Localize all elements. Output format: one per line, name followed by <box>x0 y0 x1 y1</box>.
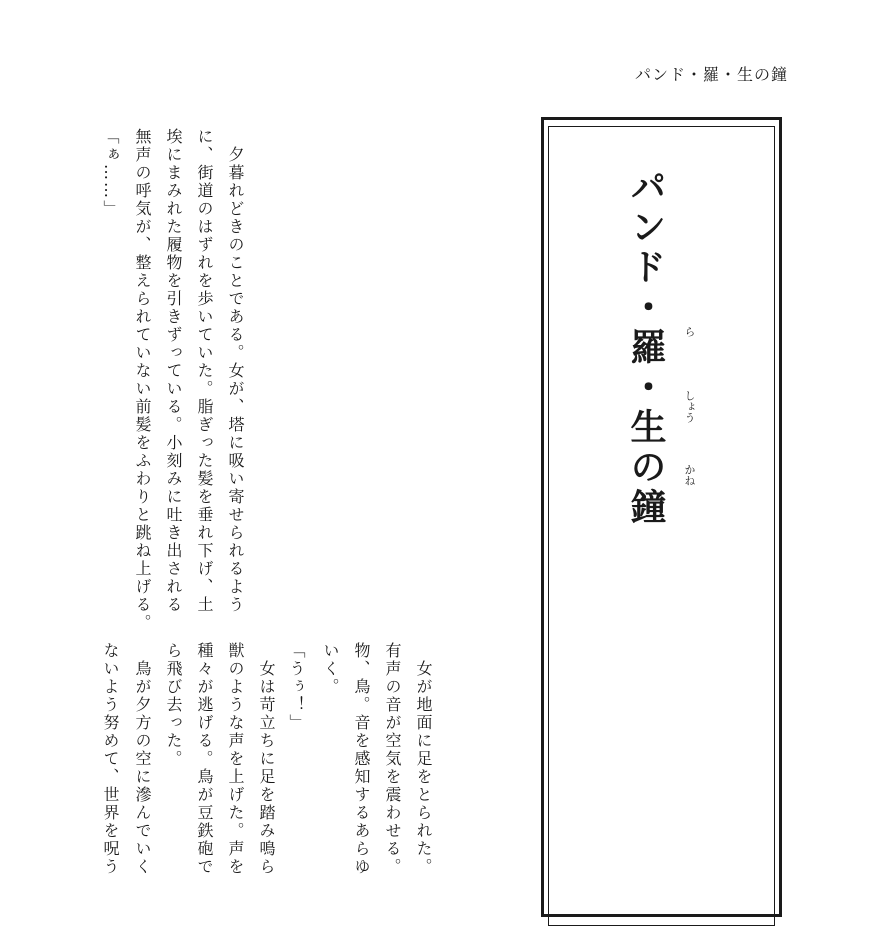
text-column: 「ぁ……」 <box>101 128 120 218</box>
text-column: いく。 <box>321 642 340 696</box>
text-column: 夕暮れどきのことである。女が、塔に吸い寄せられるよう <box>226 128 245 614</box>
chapter-title: パンド・羅・生の鐘 <box>625 168 667 528</box>
text-column: 無声の呼気が、整えられていない前髪をふわりと跳ね上げる。 <box>133 128 152 632</box>
text-column: 獣のような声を上げた。声を <box>226 642 245 876</box>
text-column: 女は苛立ちに足を踏み鳴ら <box>257 642 276 876</box>
text-column: 埃にまみれた履物を引きずっている。小刻みに吐き出される <box>164 128 183 614</box>
text-column: 「うぅ！」 <box>287 642 306 732</box>
text-column: ら飛び去った。 <box>164 642 183 768</box>
text-column: 種々が逃げる。鳥が豆鉄砲で <box>195 642 214 876</box>
text-column: 物、鳥。音を感知するあらゆ <box>352 642 371 876</box>
text-column: 有声の音が空気を震わせる。 <box>383 642 402 876</box>
text-column: 女が地面に足をとられた。 <box>414 642 433 876</box>
ruby-shou: しょう <box>683 390 696 423</box>
text-column: 鳥が夕方の空に滲んでいく <box>133 642 152 876</box>
running-head: パンド・羅・生の鐘 <box>634 65 788 84</box>
text-column: ないよう努めて、世界を呪う <box>101 642 120 876</box>
ruby-ra: ら <box>683 326 696 337</box>
ruby-kane: かね <box>683 464 696 486</box>
text-column: に、街道のはずれを歩いていた。脂ぎった髪を垂れ下げ、土 <box>195 128 214 614</box>
